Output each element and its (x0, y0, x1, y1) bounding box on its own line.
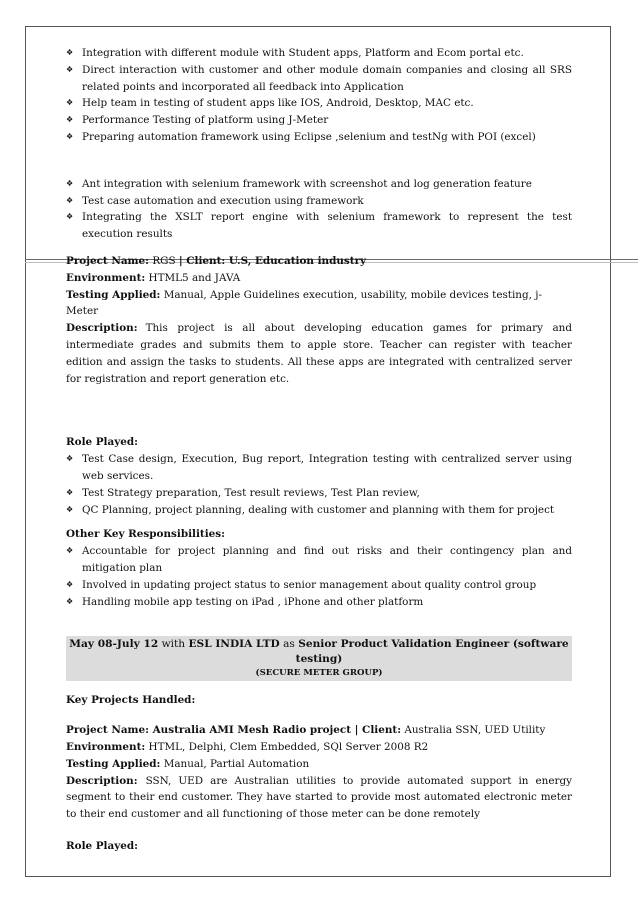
diamond-bullet-icon: ❖ (66, 454, 74, 464)
diamond-bullet-icon: ❖ (66, 178, 74, 188)
project1-environment: Environment: HTML5 and JAVA (66, 271, 241, 284)
diamond-bullet-icon: ❖ (66, 48, 74, 57)
list-item: ❖ Integrating the XSLT report engine with selenium framework to represent the test execution results (66, 211, 572, 241)
bullet-list-top-1 (66, 45, 572, 146)
diamond-bullet-icon: ❖ (66, 98, 74, 108)
list-item: ❖ Involved in updating project status to senior management about quality control group (66, 577, 572, 594)
project2-role-heading: Role Played: (66, 839, 138, 852)
project1-description: Description: This project is all about developing education games for primary and intermediate grades and submits them to apple store. Teacher can register with teacher edition and assign the tasks to students. All these apps are integrated with centralized server for registration and report generation etc. (66, 322, 572, 385)
diamond-bullet-icon: ❖ (66, 487, 74, 497)
list-item: ❖ Accountable for project planning and find out risks and their contingency plan and mitigation plan (66, 545, 572, 574)
project1-name: Project Name: RGS | Client: U.S, Education industry (66, 254, 367, 267)
list-item: ❖ Test case automation and execution using framework (66, 193, 572, 210)
project2-description: Description: SSN, UED are Australian utilities to provide automated support in energy segment to their end customer. They have started to provide most automated electronic meter to their end customer and all functioning of those meter can be done remotely (66, 774, 572, 821)
list-item: ❖ Test Strategy preparation, Test result reviews, Test Plan review, (66, 485, 572, 502)
list-item: ❖ Direct interaction with customer and other module domain companies and closing all SRS related points and incorporated all feedback into Application (66, 63, 572, 93)
diamond-bullet-icon: ❖ (66, 212, 74, 222)
list-item: ❖ Handling mobile app testing on iPad , iPhone and other platform (66, 594, 572, 611)
key-projects-heading: Key Projects Handled: (66, 694, 196, 707)
resume-content (66, 45, 572, 855)
project1-other-heading: Other Key Responsibilities: (66, 528, 225, 541)
diamond-bullet-icon: ❖ (66, 546, 74, 556)
list-item: ❖ Integration with different module with Student apps, Platform and Ecom portal etc. (66, 45, 572, 62)
employment-title: May 08-July 12 with ESL INDIA LTD as Senior Product Validation Engineer (software testing) (69, 638, 569, 666)
bullet-list-top-2 (66, 176, 572, 243)
diamond-bullet-icon: ❖ (66, 115, 74, 125)
diamond-bullet-icon: ❖ (66, 64, 74, 74)
diamond-bullet-icon: ❖ (66, 131, 74, 141)
employment-subtitle: (SECURE METER GROUP) (255, 668, 383, 679)
project1-testing-applied: Testing Applied: Manual, Apple Guidelines execution, usability, mobile devices testing, j-Meter (66, 288, 542, 318)
project2-testing-applied: Testing Applied: Manual, Partial Automation (66, 757, 310, 770)
list-item: ❖ Preparing automation framework using Eclipse ,selenium and testNg with POI (excel) (66, 129, 572, 146)
employment-banner (66, 636, 572, 681)
list-item: ❖ Performance Testing of platform using J-Meter (66, 112, 572, 129)
diamond-bullet-icon: ❖ (66, 596, 74, 606)
list-item: ❖ Ant integration with selenium framework with screenshot and log generation feature (66, 176, 572, 193)
diamond-bullet-icon: ❖ (66, 195, 74, 205)
diamond-bullet-icon: ❖ (66, 504, 74, 514)
project1-role-list (66, 451, 572, 518)
diamond-bullet-icon: ❖ (66, 579, 74, 589)
list-item: ❖ Help team in testing of student apps like IOS, Android, Desktop, MAC etc. (66, 95, 572, 112)
list-item: ❖ Test Case design, Execution, Bug report, Integration testing with centralized server using web services. (66, 453, 572, 482)
project2-name: Project Name: Australia AMI Mesh Radio project | Client: Australia SSN, UED Utility (66, 724, 546, 737)
project1-role-heading: Role Played: (66, 436, 138, 449)
project1-other-list (66, 543, 572, 610)
project2-environment: Environment: HTML, Delphi, Clem Embedded, SQl Server 2008 R2 (66, 740, 429, 753)
list-item: ❖ QC Planning, project planning, dealing with customer and planning with them for project (66, 502, 572, 519)
